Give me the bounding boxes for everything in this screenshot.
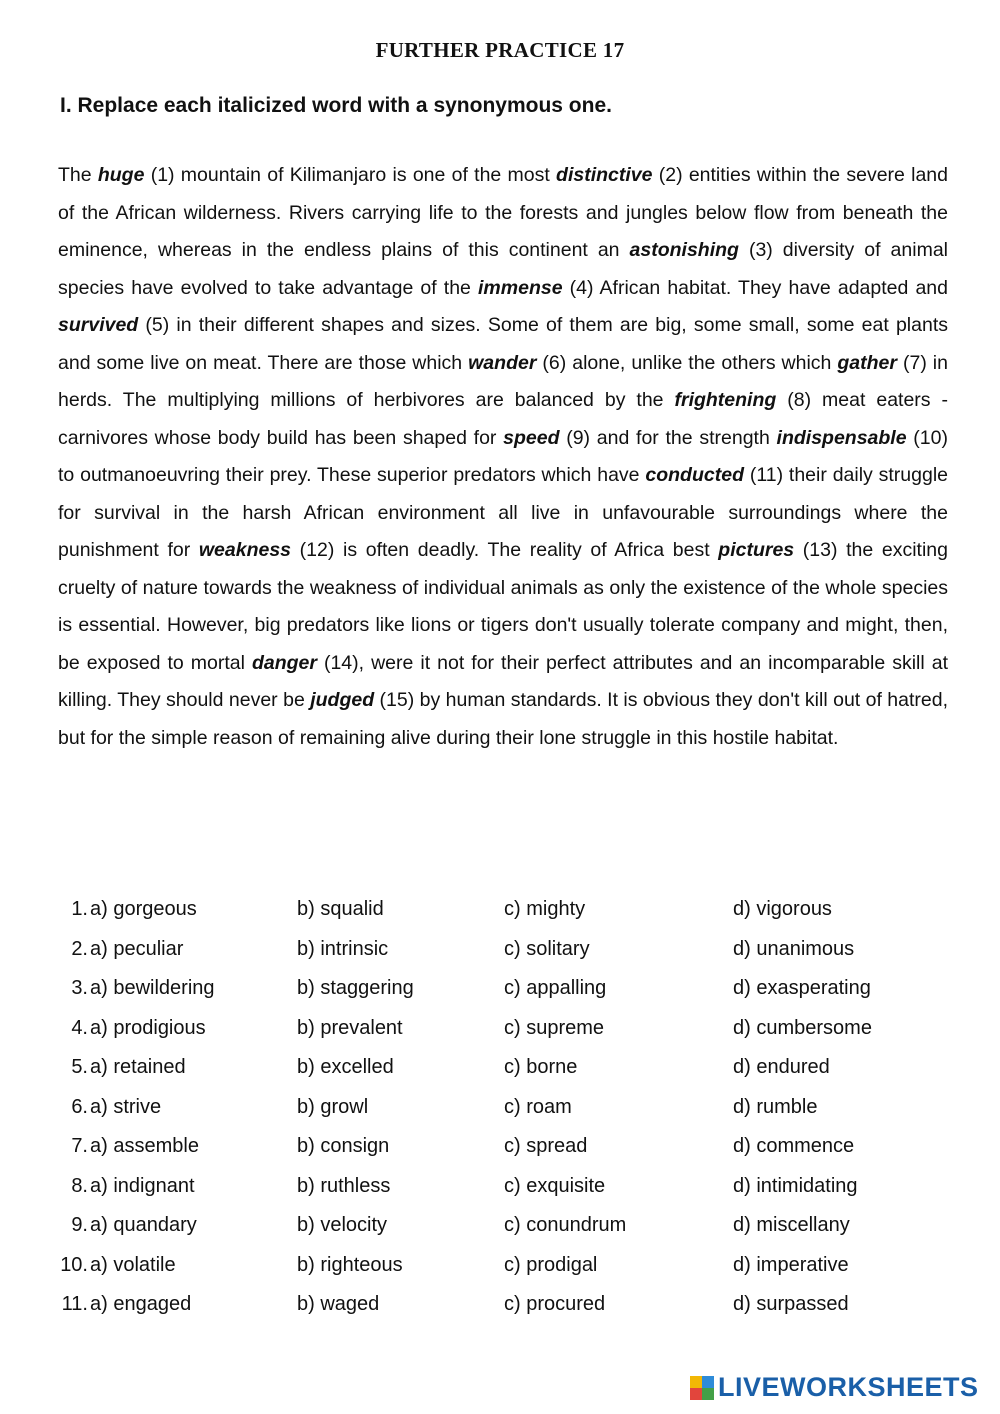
- question-number: 9.: [71, 1214, 88, 1237]
- italic-keyword: huge: [97, 164, 145, 186]
- passage-text: (4) African habitat. They have adapted and: [562, 276, 948, 299]
- option-c[interactable]: c) spread: [504, 1135, 588, 1158]
- passage-text: (8) meat eaters - carnivores whose body build has been shaped for: [58, 389, 949, 449]
- option-row: [52, 1167, 932, 1207]
- option-c[interactable]: c) exquisite: [504, 1174, 606, 1197]
- option-d[interactable]: d) commence: [733, 1135, 855, 1158]
- passage-text: (1) mountain of Kilimanjaro is one of the most: [144, 164, 557, 186]
- answer-options: [52, 890, 932, 1325]
- passage-text: (10) to outmanoeuvring their prey. These superior predators which have: [58, 426, 948, 486]
- option-a[interactable]: a) retained: [90, 1056, 186, 1079]
- option-row: [52, 1285, 932, 1325]
- option-b[interactable]: b) excelled: [297, 1056, 394, 1079]
- italic-keyword: danger: [251, 651, 317, 674]
- option-c[interactable]: c) prodigal: [504, 1253, 598, 1276]
- question-number: 6.: [71, 1095, 88, 1118]
- italic-keyword: astonishing: [629, 239, 739, 261]
- passage-text: (12) is often deadly. The reality of Africa best: [291, 539, 719, 561]
- option-row: [52, 969, 932, 1009]
- exercise-instruction: I. Replace each italicized word with a synonymous one.: [60, 94, 612, 117]
- option-a[interactable]: a) quandary: [90, 1214, 197, 1237]
- option-d[interactable]: d) intimidating: [733, 1174, 858, 1197]
- option-d[interactable]: d) rumble: [733, 1095, 818, 1118]
- italic-keyword: gather: [837, 351, 897, 374]
- option-a[interactable]: a) engaged: [90, 1293, 192, 1316]
- option-b[interactable]: b) intrinsic: [297, 937, 389, 960]
- option-c[interactable]: c) solitary: [504, 937, 590, 960]
- option-row: [52, 1127, 932, 1167]
- option-row: [52, 1009, 932, 1049]
- italic-keyword: frightening: [674, 389, 777, 411]
- option-d[interactable]: d) imperative: [733, 1253, 849, 1276]
- passage-text: (11) their daily struggle for survival in the harsh African environment all live in unfavourable surroundings where the punishment for: [58, 464, 949, 561]
- option-d[interactable]: d) surpassed: [733, 1293, 849, 1316]
- logo-icon: [690, 1376, 714, 1400]
- option-b[interactable]: b) prevalent: [297, 1016, 403, 1039]
- option-d[interactable]: d) endured: [733, 1056, 830, 1079]
- question-number: 1.: [71, 898, 88, 921]
- option-c[interactable]: c) borne: [504, 1056, 578, 1079]
- option-a[interactable]: a) prodigious: [90, 1016, 206, 1039]
- option-b[interactable]: b) waged: [297, 1293, 380, 1316]
- option-row: [52, 1048, 932, 1088]
- option-c[interactable]: c) supreme: [504, 1016, 605, 1039]
- option-row: [52, 1206, 932, 1246]
- question-number: 8.: [71, 1174, 88, 1197]
- option-row: [52, 890, 932, 930]
- italic-keyword: wander: [468, 351, 537, 374]
- option-c[interactable]: c) conundrum: [504, 1214, 627, 1237]
- option-a[interactable]: a) peculiar: [90, 937, 184, 960]
- option-c[interactable]: c) procured: [504, 1293, 606, 1316]
- option-b[interactable]: b) velocity: [297, 1214, 388, 1237]
- passage-text: (5) in their different shapes and sizes. Some of them are big, some small, some eat plants and some live on meat. There are those which: [58, 314, 948, 374]
- option-d[interactable]: d) miscellany: [733, 1214, 850, 1237]
- logo-square: [690, 1376, 702, 1388]
- italic-keyword: distinctive: [556, 164, 653, 186]
- option-b[interactable]: b) staggering: [297, 977, 414, 1000]
- passage-text: (14), were it not for their perfect attributes and an incomparable skill at killing. They should never be: [58, 651, 948, 711]
- option-row: [52, 1246, 932, 1286]
- passage-text: (13) the exciting cruelty of nature towards the weakness of individual animals as only the existence of the whole species is essential. However, big predators like lions or tigers don't usually tolerate company and might, then, be exposed to mortal: [58, 539, 948, 674]
- option-row: [52, 1088, 932, 1128]
- option-b[interactable]: b) consign: [297, 1135, 390, 1158]
- logo-square: [702, 1376, 714, 1388]
- option-a[interactable]: a) strive: [90, 1095, 162, 1118]
- question-number: 4.: [71, 1016, 88, 1039]
- option-c[interactable]: c) mighty: [504, 898, 586, 921]
- option-b[interactable]: b) ruthless: [297, 1174, 391, 1197]
- option-d[interactable]: d) exasperating: [733, 977, 871, 1000]
- italic-keyword: indispensable: [776, 426, 907, 449]
- passage-text: The: [58, 164, 98, 186]
- question-number: 10.: [60, 1253, 88, 1276]
- italic-keyword: judged: [310, 689, 375, 711]
- question-number: 11.: [61, 1293, 88, 1316]
- option-d[interactable]: d) cumbersome: [733, 1016, 872, 1039]
- passage-text: (9) and for the strength: [559, 426, 777, 449]
- option-c[interactable]: c) appalling: [504, 977, 607, 1000]
- option-b[interactable]: b) growl: [297, 1095, 369, 1118]
- question-number: 2.: [71, 937, 88, 960]
- italic-keyword: pictures: [718, 539, 795, 561]
- option-a[interactable]: a) bewildering: [90, 977, 215, 1000]
- liveworksheets-logo: [690, 1372, 979, 1403]
- option-d[interactable]: d) vigorous: [733, 898, 832, 921]
- passage-text: (3) diversity of animal species have evolved to take advantage of the: [58, 239, 948, 299]
- logo-square: [702, 1388, 714, 1400]
- question-number: 3.: [71, 977, 88, 1000]
- reading-passage: [58, 157, 948, 757]
- option-a[interactable]: a) assemble: [90, 1135, 199, 1158]
- option-c[interactable]: c) roam: [504, 1095, 572, 1118]
- passage-text: (7) in herds. The multiplying millions of herbivores are balanced by the: [58, 351, 948, 411]
- option-a[interactable]: a) gorgeous: [90, 898, 197, 921]
- italic-keyword: weakness: [198, 539, 292, 561]
- logo-square: [690, 1388, 702, 1400]
- option-a[interactable]: a) indignant: [90, 1174, 195, 1197]
- option-a[interactable]: a) volatile: [90, 1253, 176, 1276]
- option-row: [52, 930, 932, 970]
- passage-text: (6) alone, unlike the others which: [536, 351, 838, 374]
- page-title: FURTHER PRACTICE 17: [375, 38, 625, 62]
- italic-keyword: speed: [503, 426, 560, 449]
- question-number: 5.: [71, 1056, 88, 1079]
- passage-text: (15) by human standards. It is obvious they don't kill out of hatred, but for the simple reason of remaining alive during their lone struggle in this hostile habitat.: [58, 689, 949, 749]
- option-b[interactable]: b) righteous: [297, 1253, 403, 1276]
- option-d[interactable]: d) unanimous: [733, 937, 855, 960]
- passage-text: (2) entities within the severe land of the African wilderness. Rivers carrying life to the forests and jungles below flow from beneath the eminence, whereas in the endless plains of this continent an: [58, 164, 948, 261]
- question-number: 7.: [71, 1135, 88, 1158]
- option-b[interactable]: b) squalid: [297, 898, 384, 921]
- italic-keyword: conducted: [645, 464, 744, 486]
- italic-keyword: immense: [478, 276, 563, 299]
- italic-keyword: survived: [58, 314, 139, 336]
- logo-text: LIVEWORKSHEETS: [718, 1372, 979, 1402]
